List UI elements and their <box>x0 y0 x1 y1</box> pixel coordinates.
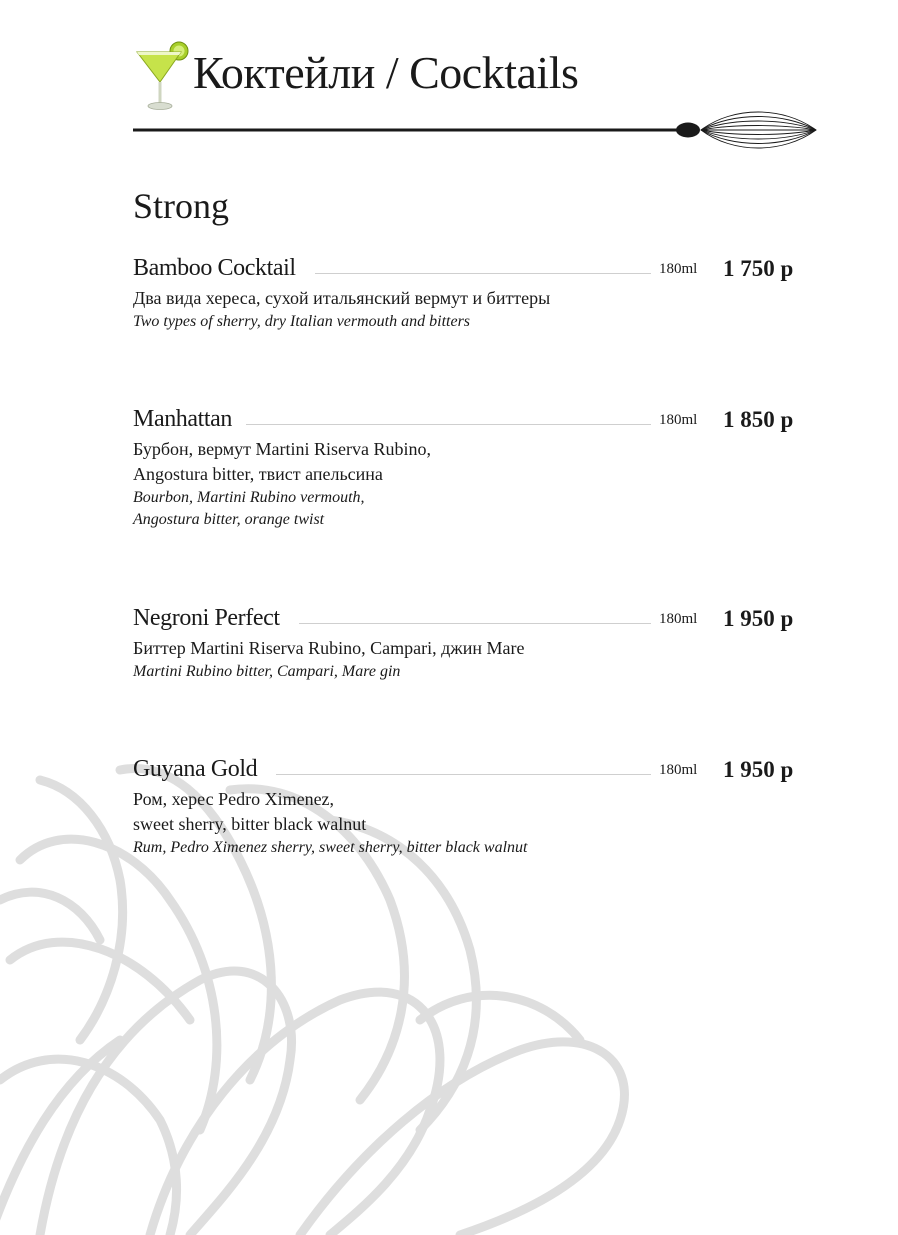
item-volume: 180ml <box>659 611 698 627</box>
description-line: Ром, херес Pedro Ximenez, <box>133 789 335 809</box>
ornament-divider <box>133 100 823 160</box>
item-description-en <box>133 487 823 531</box>
item-name: Manhattan <box>133 406 233 432</box>
description-line: Angostura bitter, orange twist <box>133 511 325 528</box>
item-description-ru <box>133 286 823 311</box>
leader-line <box>246 424 651 425</box>
item-name: Negroni Perfect <box>133 605 280 631</box>
menu-item <box>133 407 823 531</box>
item-price: 1 850 р <box>723 407 794 432</box>
description-line: Биттер Martini Riserva Rubino, Campari, джин Mare <box>133 638 525 658</box>
description-line: sweet sherry, bitter black walnut <box>133 814 367 834</box>
description-line: Два вида хереса, сухой итальянский вермут и биттеры <box>133 288 551 308</box>
item-name: Guyana Gold <box>133 756 258 782</box>
description-line: Bourbon, Martini Rubino vermouth, <box>133 489 365 506</box>
item-description-ru <box>133 437 823 487</box>
leader-line <box>315 273 651 274</box>
description-line: Rum, Pedro Ximenez sherry, sweet sherry, bitter black walnut <box>133 839 528 856</box>
item-description-en <box>133 837 823 859</box>
item-volume: 180ml <box>659 261 698 277</box>
section-title: Strong <box>133 186 230 226</box>
item-volume: 180ml <box>659 412 698 428</box>
item-price: 1 950 р <box>723 606 794 631</box>
leader-line <box>299 623 651 624</box>
item-description-en <box>133 311 823 333</box>
item-volume: 180ml <box>659 762 698 778</box>
menu-item <box>133 757 823 859</box>
item-description-ru <box>133 787 823 837</box>
item-description-ru <box>133 636 823 661</box>
item-description-en <box>133 661 823 683</box>
item-price: 1 750 р <box>723 256 794 281</box>
item-name: Bamboo Cocktail <box>133 255 296 281</box>
description-line: Бурбон, вермут Martini Riserva Rubino, <box>133 439 432 459</box>
menu-item <box>133 256 823 333</box>
item-price: 1 950 р <box>723 757 794 782</box>
page-title: Коктейли / Cocktails <box>193 47 579 98</box>
description-line: Martini Rubino bitter, Campari, Mare gin <box>133 663 401 680</box>
description-line: Angostura bitter, твист апельсина <box>133 464 383 484</box>
description-line: Two types of sherry, dry Italian vermouth and bitters <box>133 313 471 330</box>
leader-line <box>276 774 651 775</box>
menu-item <box>133 606 823 683</box>
